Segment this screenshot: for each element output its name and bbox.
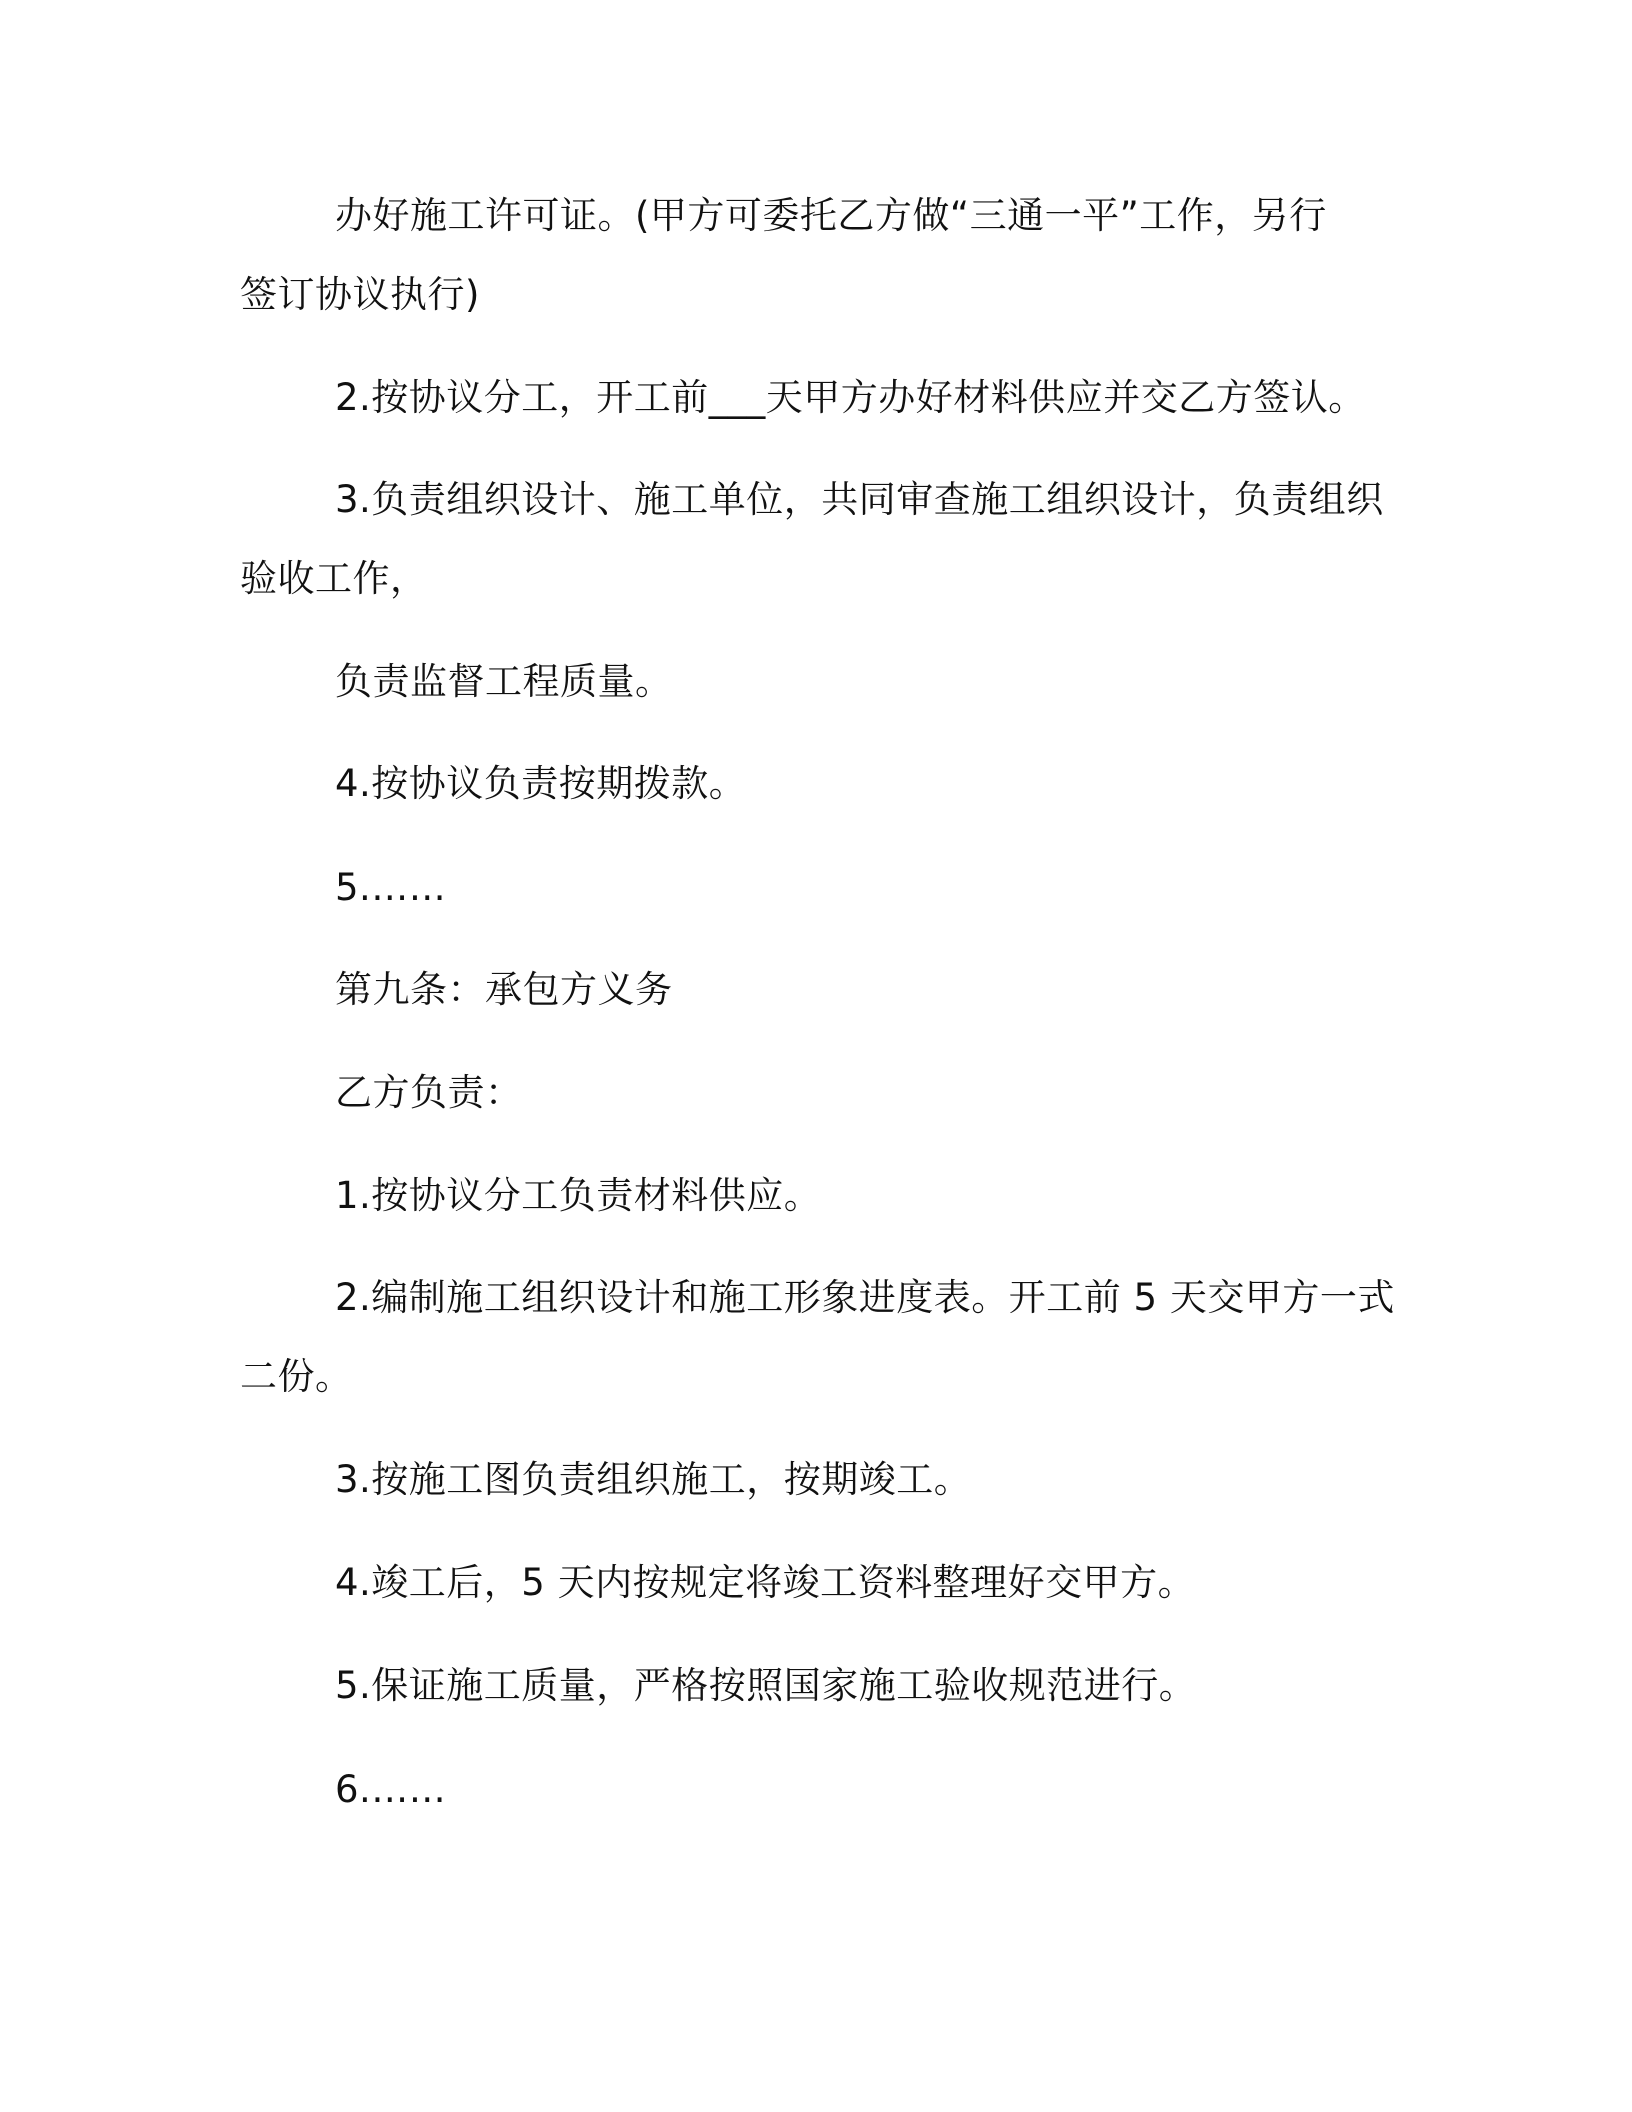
paragraph-contractor-item-5 (240, 1646, 1390, 1725)
paragraph-item-5-ellipsis (240, 848, 1390, 927)
paragraph-line: 2.编制施工组织设计和施工形象进度表。开工前 5 天交甲方一式 (335, 1276, 1395, 1319)
paragraph-line: 1.按协议分工负责材料供应。 (335, 1174, 822, 1217)
paragraph-item-4-payment (240, 744, 1390, 823)
paragraph-line: 5.…… (335, 866, 447, 909)
paragraph-contractor-item-1 (240, 1156, 1390, 1235)
paragraph-permit (240, 176, 1390, 334)
paragraph-item-2-materials (240, 358, 1390, 437)
paragraph-contractor-item-3 (240, 1440, 1390, 1519)
paragraph-line: 乙方负责： (335, 1071, 523, 1114)
paragraph-line: 4.按协议负责按期拨款。 (335, 762, 747, 805)
paragraph-line: 负责监督工程质量。 (335, 660, 673, 703)
paragraph-line: 办好施工许可证。(甲方可委托乙方做“三通一平”工作，另行 (335, 194, 1327, 237)
paragraph-line: 6.…… (335, 1768, 447, 1811)
paragraph-line: 5.保证施工质量，严格按照国家施工验收规范进行。 (335, 1664, 1197, 1707)
paragraph-line: 2.按协议分工，开工前___天甲方办好材料供应并交乙方签认。 (335, 376, 1366, 419)
paragraph-line: 验收工作， (240, 557, 428, 600)
paragraph-contractor-item-4 (240, 1543, 1390, 1622)
paragraph-line: 3.负责组织设计、施工单位，共同审查施工组织设计，负责组织 (335, 478, 1384, 521)
paragraph-contractor-responsible (240, 1053, 1390, 1132)
paragraph-contractor-item-6-ellipsis (240, 1750, 1390, 1829)
paragraph-line: 第九条：承包方义务 (335, 968, 673, 1011)
paragraph-line: 4.竣工后，5 天内按规定将竣工资料整理好交甲方。 (335, 1561, 1196, 1604)
paragraph-contractor-item-2 (240, 1258, 1395, 1416)
paragraph-line: 签订协议执行) (240, 273, 480, 316)
paragraph-line: 二份。 (240, 1355, 353, 1398)
paragraph-line: 3.按施工图负责组织施工，按期竣工。 (335, 1458, 972, 1501)
paragraph-item-3-design (240, 460, 1390, 618)
paragraph-quality-supervision (240, 642, 1390, 721)
section-heading-article-9 (240, 950, 1390, 1029)
